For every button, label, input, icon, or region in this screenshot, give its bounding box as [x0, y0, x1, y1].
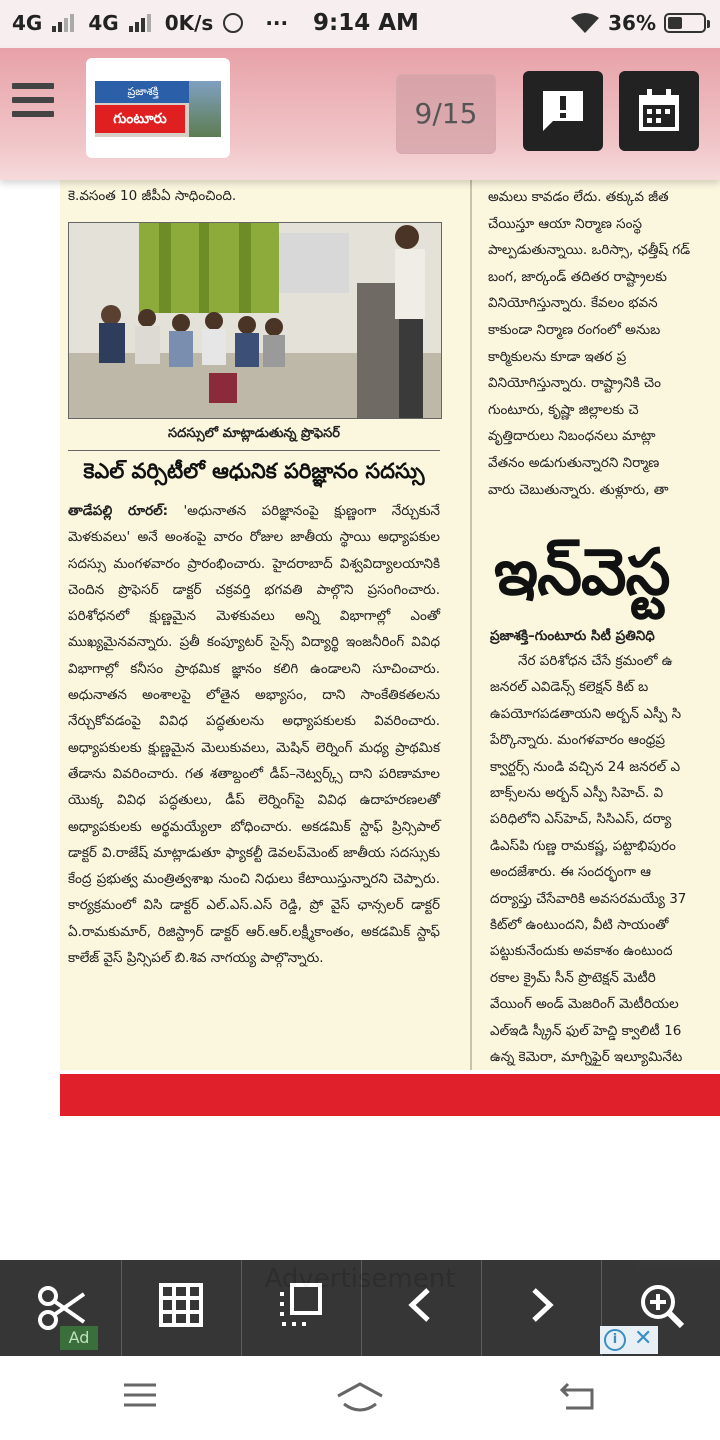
calendar-button[interactable]: [619, 71, 699, 151]
thumbnails-button[interactable]: [121, 1260, 240, 1356]
right-column-line: ఎల్ఇడి స్క్రీన్ ఫుల్ హెచ్డి క్వాలిటీ 16: [490, 1022, 682, 1039]
select-icon: [278, 1282, 324, 1328]
app-logo[interactable]: [86, 58, 230, 158]
right-column-line: వినియోగిస్తున్నారు. కేవలం భవన: [488, 295, 658, 312]
right-column-line: కాకుండా నిర్మాణ రంగంలో అనుబ: [488, 322, 661, 338]
article-body: [68, 498, 440, 971]
signal-strength-icon: [52, 14, 74, 32]
right-article-dateline: ప్రజాశక్తి–గుంటూరు సిటీ ప్రతినిధి: [490, 628, 655, 644]
hamburger-menu-icon[interactable]: [12, 83, 54, 123]
right-column-line: గుంటూరు, కృష్ణా జిల్లాలకు చె: [488, 401, 639, 418]
menu-nav-icon[interactable]: [122, 1380, 158, 1410]
right-column-line: కిట్‌లో ఉంటుందని, వీటి సాయంతో: [490, 917, 669, 933]
right-column-line: రకాల క్రైమ్ సీన్ ప్రొటెక్షన్ మెటీరి: [490, 969, 656, 986]
right-article-headline[interactable]: ఇన్‌వెస్ట: [494, 536, 670, 610]
right-column-line: ఉన్న కెమెరా, మాగ్నిఫైర్ ఇల్యూమినేట: [490, 1049, 683, 1065]
zoom-in-icon: [638, 1282, 686, 1330]
battery-percent: 36%: [608, 11, 656, 35]
signal-strength-icon-2: [129, 14, 151, 32]
next-page-button[interactable]: [481, 1260, 600, 1356]
previous-page-button[interactable]: [361, 1260, 480, 1356]
system-navigation-bar: [0, 1356, 720, 1440]
chevron-right-icon: [518, 1282, 564, 1328]
right-column-line: దర్యాప్తు చేసేవారికి అవసరమయ్యే 37: [490, 890, 687, 907]
logo-edition: గుంటూరు: [95, 105, 185, 133]
chevron-left-icon: [398, 1282, 444, 1328]
right-column-line: పాల్పడుతున్నాయి. ఒరిస్సా, ఛత్తీష్ గడ్: [488, 242, 691, 259]
select-area-button[interactable]: [241, 1260, 360, 1356]
epaper-viewport[interactable]: [0, 180, 720, 1260]
right-column-line: అమలు కావడం లేదు. తక్కువ జీత: [488, 189, 669, 205]
right-column-line: వృత్తిదారులు నిబంధనలు మాట్లా: [488, 428, 656, 445]
article-photo: [68, 222, 442, 419]
right-column-line: పేర్కొన్నారు. మంగళవారం ఆంధ్రప్ర: [490, 732, 665, 749]
ad-choices[interactable]: [600, 1326, 658, 1354]
logo-image: [189, 81, 221, 137]
network-type-1: 4G: [12, 11, 43, 35]
right-column-line: బంగ, జార్కండ్ తదితర రాష్ట్రాలకు: [488, 268, 667, 285]
column-divider: [470, 180, 472, 1070]
page-indicator: 9/15: [396, 74, 496, 154]
right-column-line: పరిధిలోని ఎస్‌హెచ్, సిసిఎస్, దర్యా: [490, 811, 672, 828]
ad-badge: Ad: [60, 1326, 98, 1350]
right-column-line: వారు చెబుతున్నారు. తుళ్లూరు, తా: [488, 481, 669, 498]
right-column-line: వేయింగ్ అండ్ మెజరింగ్ మెటీరియల: [490, 996, 679, 1013]
right-column-line: పట్టుకునేందుకు అవకాశం ఉంటుంద: [490, 943, 673, 960]
article-top-line: కె.వసంత 10 జీపీఏ సాధించింది.: [68, 188, 237, 204]
red-banner: [60, 1070, 720, 1116]
status-bar: [0, 0, 720, 48]
right-column-line: కార్మికులను కూడా ఇతర ప్ర: [488, 348, 627, 365]
logo-title: ప్రజాశక్తి: [95, 81, 191, 103]
right-column-line: ఉపయోగపడతాయని అర్బన్ ఎస్పీ సి: [490, 705, 682, 722]
battery-icon: [664, 13, 706, 33]
app-toolbar: [0, 48, 720, 180]
close-ad-icon[interactable]: ✕: [634, 1326, 653, 1351]
right-column-line: వేతనం అడుగుతున్నారని నిర్మాణ: [488, 455, 660, 471]
photo-caption: సదస్సులో మాట్లాడుతున్న ప్రొఫెసర్: [168, 426, 340, 441]
feedback-button[interactable]: [523, 71, 603, 151]
right-column-line: డిఎస్‌పి గుణ్ణ రామకష్ణ, పట్టాభిపురం: [490, 837, 676, 854]
right-column-line: క్వార్టర్స్ నుండి వచ్చిన 24 జనరల్ ఎ: [490, 758, 681, 775]
whatsapp-icon: [223, 13, 243, 33]
article-text: 'అధునాతన పరిజ్ఞానంపై క్షుణ్ణంగా నేర్చుకునే మెళకువలు' అనే అంశంపై వారం రోజుల జాతీయ స్థాయి అధ్యాపకుల సదస్సు మంగళవారం ప్రారంభించారు. హైదరాబాద్ విశ్వవిద్యాలయానికి చెందిన ప్రొఫెసర్ డాక్టర్ చక్రవర్తి భగవతి పాల్గొని ప్రసంగించారు. పరిశోధనలో క్షుణ్ణమైన మెళకువలు అన్ని విభాగాల్లో ఎంతో ముఖ్యమైనవన్నారు. ప్రతీ కంప్యూటర్ సైన్స్ విద్యార్థి ఇంజనీరింగ్ వివిధ విభాగాల్లో కనీసం ప్రాథమిక జ్ఞానం కలిగి ఉండాలని సూచించారు. అధునాతన అంశాలపై లోతైన అభ్యాసం, దాని సాంకేతికతలను నేర్చుకోవడంపై వివిధ పద్ధతులను అధ్యాపకులకు వివరించారు. అధ్యాపకులకు క్షుణ్ణమైన మెలుకువలు, మెషిన్ లెర్నింగ్ మధ్య ప్రాథమిక తేడాను వివరించారు. గత శతాబ్దంలో డీప్–నెట్వర్క్స్ దాని పరిణామాల యొక్క వివిధ పద్ధతులు, డీప్ లెర్నింగ్‌పై వివిధ ఉదాహరణలతో అధ్యాపకులకు అర్థమయ్యేలా బోధించారు. అకడమిక్ స్టాఫ్ ప్రిన్సిపాల్ డాక్టర్ వి.రాజేష్ మాట్లాడుతూ ఫ్యాకల్టీ డెవలప్‌మెంట్ జాతీయ సదస్సుకు కేంద్ర ప్రభుత్వ మంత్రిత్వశాఖ నుంచి నిధులు కేటాయిస్తున్నారని చెప్పారు. కార్యక్రమంలో విసి డాక్టర్ ఎల్.ఎస్.ఎస్ రెడ్డి, ప్రో వైస్ ఛాన్సలర్ డాక్టర్ ఏ.రామకుమార్, రిజిస్ట్రార్ డాక్టర్ ఆర్.ఆర్.లక్ష్మీకాంతం, అకడమిక్ స్టాఫ్ కాలేజ్ వైస్ ప్రిన్సిపల్ బి.శివ నాగయ్య పాల్గొన్నారు.: [68, 503, 440, 967]
article-lead: తాడేపల్లి రూరల్:: [68, 503, 169, 519]
clip-button[interactable]: [0, 1260, 118, 1356]
right-column-line: వినియోగిస్తున్నారు. రాష్ట్రానికి చెం: [488, 375, 662, 392]
right-column-line: అందజేశారు. ఈ సందర్భంగా ఆ: [490, 864, 652, 881]
grid-icon: [158, 1282, 204, 1328]
right-column-line: చేయిస్తూ ఆయా నిర్మాణ సంస్థ: [488, 215, 642, 232]
network-type-2: 4G: [88, 11, 119, 35]
right-column-line: జనరల్ ఎవిడెన్స్ కలెక్షన్ కిట్ బ: [490, 679, 649, 696]
clock: 9:14 AM: [313, 10, 419, 36]
wifi-icon: [570, 12, 600, 34]
back-nav-icon[interactable]: [560, 1380, 596, 1412]
network-speed: 0K/s: [164, 11, 214, 35]
right-column-line: బాక్స్‌లను అర్బన్ ఎస్పీ సిహెచ్. వి: [490, 785, 664, 801]
more-dots: ···: [265, 11, 289, 35]
article-headline[interactable]: కెఎల్ వర్సిటీలో ఆధునిక పరిజ్ఞానం సదస్సు: [68, 450, 440, 489]
right-column-line: నేర పరిశోధన చేసే క్రమంలో ఉ: [518, 653, 673, 669]
info-icon[interactable]: i: [604, 1329, 626, 1351]
home-nav-icon[interactable]: [336, 1380, 384, 1414]
alert-message-icon: [539, 87, 587, 135]
calendar-icon: [635, 87, 683, 135]
